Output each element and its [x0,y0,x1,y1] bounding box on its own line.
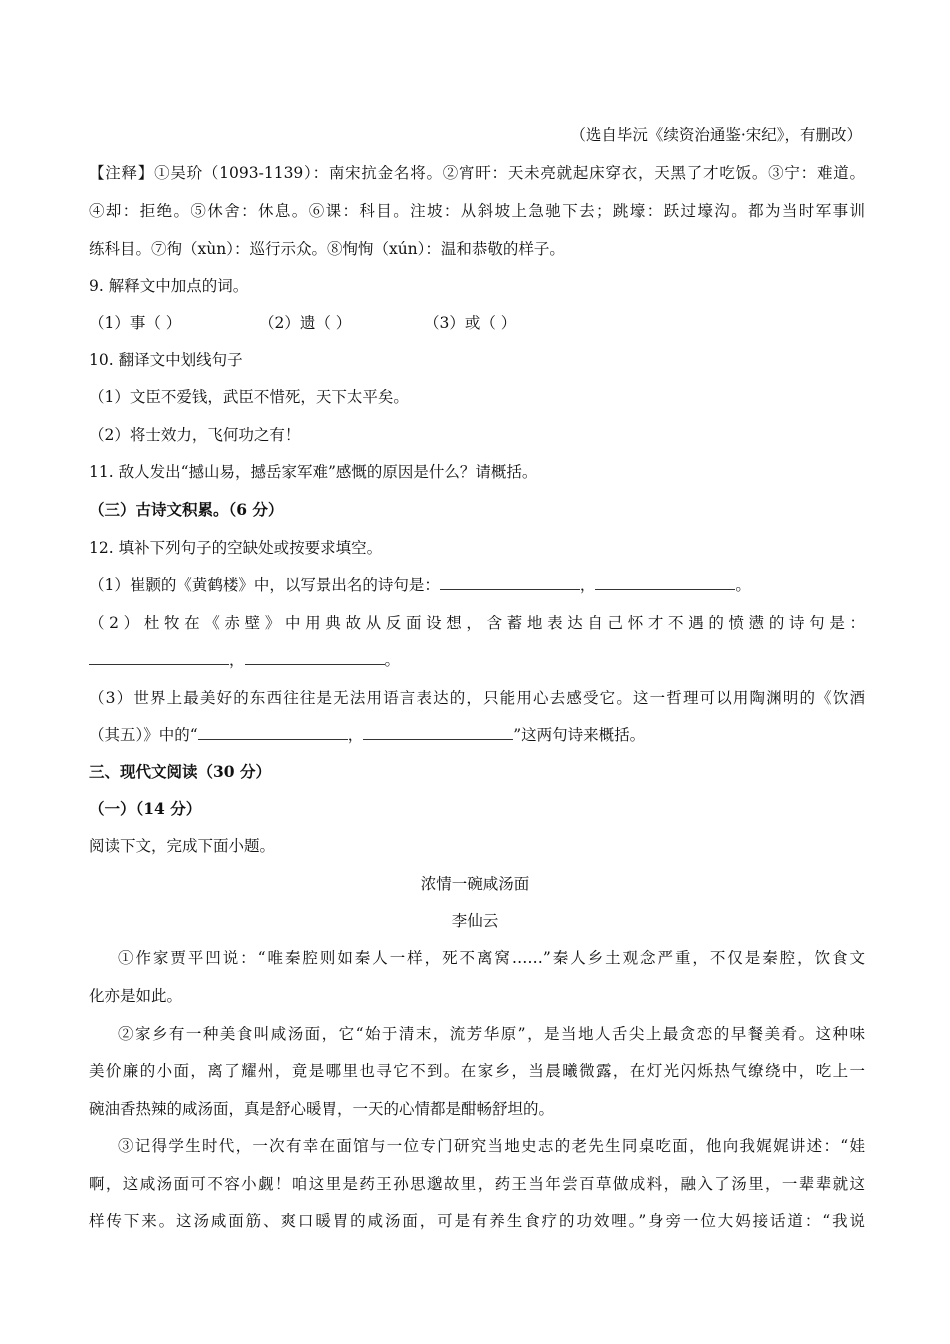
paragraph-1-line-1: ①作家贾平凹说：“唯秦腔则如秦人一样，死不离窝……”秦人乡土观念严重，不仅是秦腔，饮食文 [118,949,865,967]
separator: ， [579,576,596,594]
question-12-item-2-line-1: （2）杜牧在《赤壁》中用典故从反面设想，含蓄地表达自己怀才不遇的愤懑的诗句是： [89,614,865,632]
question-12-item-3-line-1: （3）世界上最美好的东西往往是无法用语言表达的，只能用心去感受它。这一哲理可以用陶渊明的《饮酒 [89,689,865,707]
source-citation: （选自毕沅《续资治通鉴·宋纪》，有删改） [570,126,862,144]
paragraph-3-line-2: 啊，这咸汤面可不容小觑！咱这里是药王孙思邈故里，药王当年尝百草做成料，融入了汤里，一辈辈就这 [89,1175,865,1193]
question-10-item-1: （1）文臣不爱钱，武臣不惜死，天下太平矣。 [89,388,409,406]
paragraph-3-line-1: ③记得学生时代，一次有幸在面馆与一位专门研究当地史志的老先生同桌吃面，他向我娓娓讲述：“娃 [118,1137,865,1155]
question-12-item-2-line-2 [89,648,400,670]
paragraph-2-line-2: 美价廉的小面，离了耀州，竟是哪里也寻它不到。在家乡，当晨曦微露，在灯光闪烁热气缭绕中，吃上一 [89,1062,865,1080]
question-12-item-3-line-2 [89,723,645,745]
answer-blank[interactable] [440,575,580,590]
question-12-item-1 [89,573,751,595]
article-author: 李仙云 [451,912,499,930]
answer-blank[interactable] [595,575,735,590]
answer-blank[interactable] [363,725,513,740]
paragraph-2-line-3: 碗油香热辣的咸汤面，真是舒心暖胃，一天的心情都是酣畅舒坦的。 [89,1100,555,1118]
notes-line-2: ④却：拒绝。⑤休舍：休息。⑥课：科目。注坡：从斜坡上急驰下去；跳壕：跃过壕沟。都为当时军事训 [89,202,865,220]
item-3-text-end: ”这两句诗来概括。 [513,726,646,744]
question-9-item-3: （3）或（ ） [424,314,517,332]
section-3-heading: （三）古诗文积累。（6 分） [89,500,284,519]
question-9-item-2: （2）遗（ ） [259,314,352,332]
article-title: 浓情一碗咸汤面 [420,875,530,893]
paragraph-2-line-1: ②家乡有一种美食叫咸汤面，它“始于清末，流芳华原”，是当地人舌尖上最贪恋的早餐美肴。这种味 [118,1025,865,1043]
question-10-stem: 10. 翻译文中划线句子 [89,351,243,369]
question-11: 11. 敌人发出“撼山易，撼岳家军难”感慨的原因是什么？请概括。 [89,463,538,481]
answer-blank[interactable] [245,650,385,665]
reading-instruction: 阅读下文，完成下面小题。 [89,837,276,855]
item-1-text: （1）崔颢的《黄鹤楼》中，以写景出名的诗句是： [89,576,440,594]
separator: ， [347,726,364,744]
question-10-item-2: （2）将士效力，飞何功之有！ [89,426,301,444]
question-9-item-1: （1）事（ ） [89,314,182,332]
separator: ， [229,651,245,669]
answer-blank[interactable] [89,650,229,665]
item-3-text: （其五）》中的“ [89,726,198,744]
paragraph-1-line-2: 化亦是如此。 [89,987,183,1005]
answer-blank[interactable] [198,725,348,740]
question-9-stem: 9. 解释文中加点的词。 [89,277,249,295]
part-3-subsection-heading: （一）（14 分） [89,799,202,818]
period: 。 [384,651,401,669]
part-3-heading: 三、现代文阅读（30 分） [89,762,271,781]
period: 。 [735,576,751,594]
notes-line-1: 【注释】①吴玠（1093-1139）：南宋抗金名将。②宵旰：天未亮就起床穿衣，天黑了才吃饭。③宁：难道。 [89,164,865,182]
paragraph-3-line-3: 样传下来。这汤咸面筋、爽口暖胃的咸汤面，可是有养生食疗的功效哩。”身旁一位大妈接话道：“我说 [89,1212,865,1230]
notes-line-3: 练科目。⑦徇（xùn）：巡行示众。⑧恂恂（xún）：温和恭敬的样子。 [89,240,565,258]
question-12-stem: 12. 填补下列句子的空缺处或按要求填空。 [89,539,383,557]
